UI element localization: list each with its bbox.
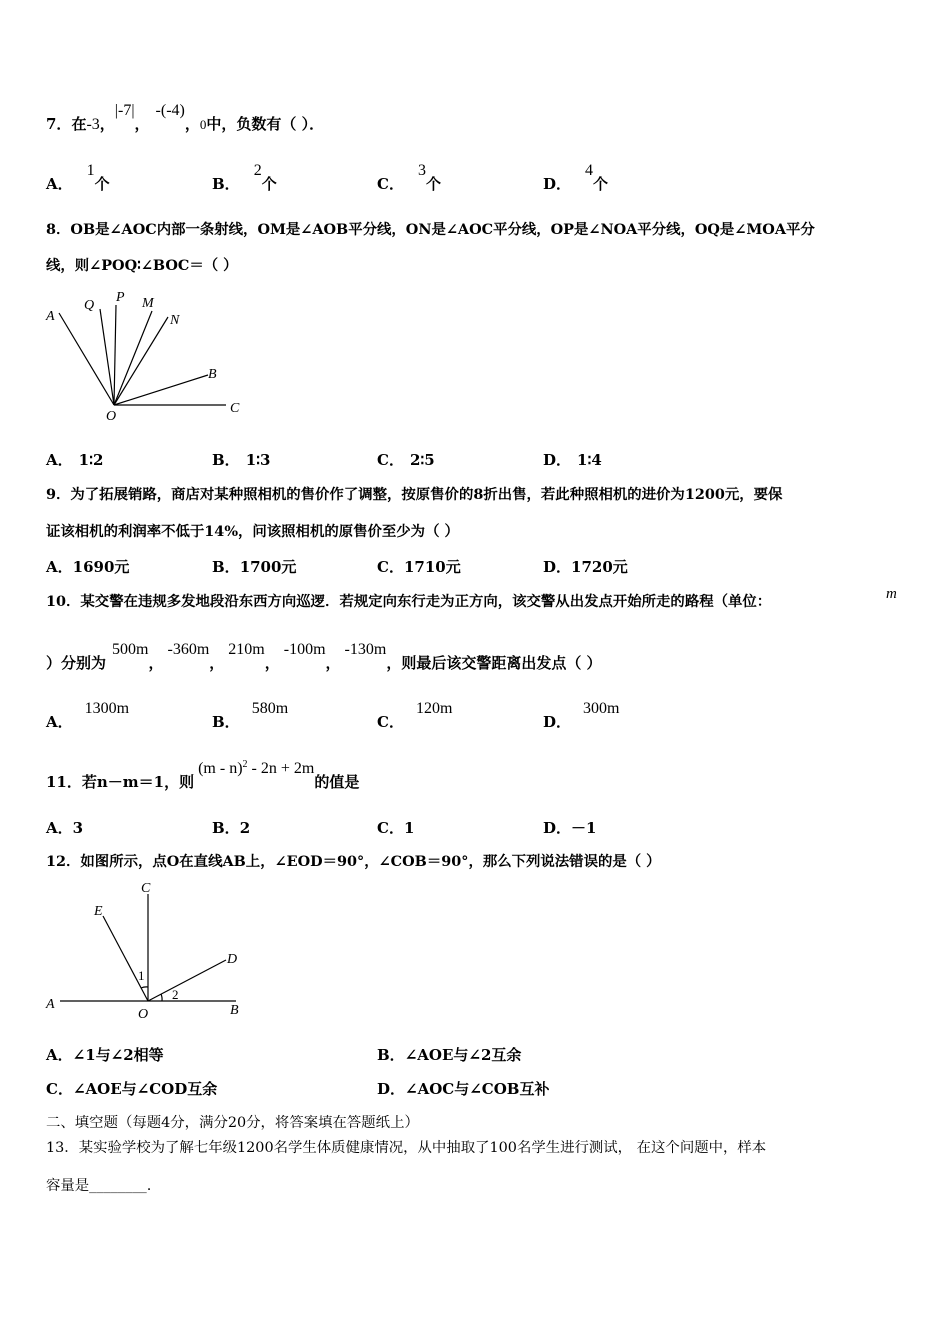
q12-label-E: E (94, 904, 103, 919)
q9-option-a[interactable]: A．1690元 (46, 558, 130, 576)
q12-label-A: A (46, 997, 55, 1012)
q11-option-d[interactable]: D．－1 (543, 819, 597, 837)
q10-option-a[interactable]: A．1300m (46, 700, 130, 731)
q8-label-O: O (106, 409, 117, 424)
q12-label-D: D (227, 952, 238, 967)
q9-option-c[interactable]: C．1710元 (377, 558, 461, 576)
q9-option-d[interactable]: D．1720元 (543, 558, 628, 576)
q8-label-Q: Q (84, 298, 95, 313)
q8-label-N: N (170, 313, 180, 328)
q12-label-B: B (230, 1003, 239, 1018)
q10-option-d[interactable]: D．300m (543, 700, 620, 731)
q7-val-d: 0 (199, 117, 207, 132)
q11-expression: (m - n)$^2$ - 2n + 2m (198, 759, 315, 777)
q10-option-c[interactable]: C．120m (377, 700, 453, 731)
q7-option-d[interactable]: D．4个 (543, 162, 609, 193)
q7-stem: 7．在-3，|-7|，-(-4)，0中，负数有（ ）． (46, 102, 325, 133)
q13-stem-line2: 容量是________. (46, 1178, 152, 1194)
q12-option-a[interactable]: A．∠1与∠2相等 (46, 1046, 164, 1064)
q8-label-P: P (116, 290, 125, 305)
q9-stem-line2: 证该相机的利润率不低于14%，问该照相机的原售价至少为（ ） (46, 523, 459, 540)
q12-option-d[interactable]: D．∠AOC与∠COB互补 (377, 1080, 550, 1098)
q7-option-b[interactable]: B．2个 (212, 162, 277, 193)
q8-stem-line1: 8．OB是∠AOC内部一条射线，OM是∠AOB平分线，ON是∠AOC平分线，OP是∠NOA平分线，OQ是∠MOA平分 (46, 221, 815, 238)
q12-stem: 12．如图所示，点O在直线AB上，∠EOD＝90°，∠COB＝90°，那么下列说法错误的是（ ） (46, 853, 661, 870)
q12-label-1: 1 (138, 968, 145, 983)
q8-label-B: B (208, 367, 217, 382)
q12-label-O: O (138, 1007, 149, 1022)
q8-label-M: M (142, 296, 154, 311)
q11-stem: 11．若n－m＝1，则(m - n)$^2$ - 2n + 2m的值是 (46, 759, 360, 791)
section-2-heading: 二、填空题（每题4分，满分20分，将答案填在答题纸上） (46, 1115, 419, 1131)
q8-option-d[interactable]: D． 1∶4 (543, 451, 602, 469)
q13-stem-line1: 13．某实验学校为了解七年级1200名学生体质健康情况，从中抽取了100名学生进行测试， 在这个问题中，样本 (46, 1140, 767, 1156)
q8-option-c[interactable]: C． 2∶5 (377, 451, 435, 469)
q7-option-a[interactable]: A．1个 (46, 162, 110, 193)
q12-angle-figure (40, 878, 255, 1024)
q10-option-b[interactable]: B．580m (212, 700, 289, 731)
q10-stem-line1: 10．某交警在违规多发地段沿东西方向巡逻．若规定向东行走为正方向，该交警从出发点开始所走的路程（单位： (46, 593, 772, 610)
q9-option-b[interactable]: B．1700元 (212, 558, 297, 576)
q12-option-c[interactable]: C．∠AOE与∠COD互余 (46, 1080, 218, 1098)
q8-label-A: A (46, 309, 55, 324)
q11-option-a[interactable]: A．3 (46, 819, 84, 837)
q8-option-a[interactable]: A． 1∶2 (46, 451, 104, 469)
q8-label-C: C (230, 401, 240, 416)
q7-val-a: -3 (86, 116, 100, 133)
q8-angle-figure (40, 285, 250, 425)
q10-unit-m: m (886, 586, 897, 602)
q12-label-2: 2 (172, 987, 179, 1002)
q7-option-c[interactable]: C．3个 (377, 162, 441, 193)
q8-stem-line2: 线，则∠POQ∶∠BOC＝（ ） (46, 257, 238, 274)
q8-option-b[interactable]: B． 1∶3 (212, 451, 271, 469)
q9-stem-line1: 9．为了拓展销路，商店对某种照相机的售价作了调整，按原售价的8折出售，若此种照相机的进价为1200元，要保 (46, 486, 783, 503)
q11-option-c[interactable]: C．1 (377, 819, 415, 837)
q12-label-C: C (141, 881, 151, 896)
q10-stem-line2: ）分别为500m，-360m，210m，-100m，-130m，则最后该交警距离出发点（ ） (46, 641, 602, 672)
q7-val-c: -(-4) (155, 102, 185, 119)
q7-val-b: |-7| (114, 102, 135, 119)
q12-option-b[interactable]: B．∠AOE与∠2互余 (377, 1046, 522, 1064)
q11-option-b[interactable]: B．2 (212, 819, 251, 837)
